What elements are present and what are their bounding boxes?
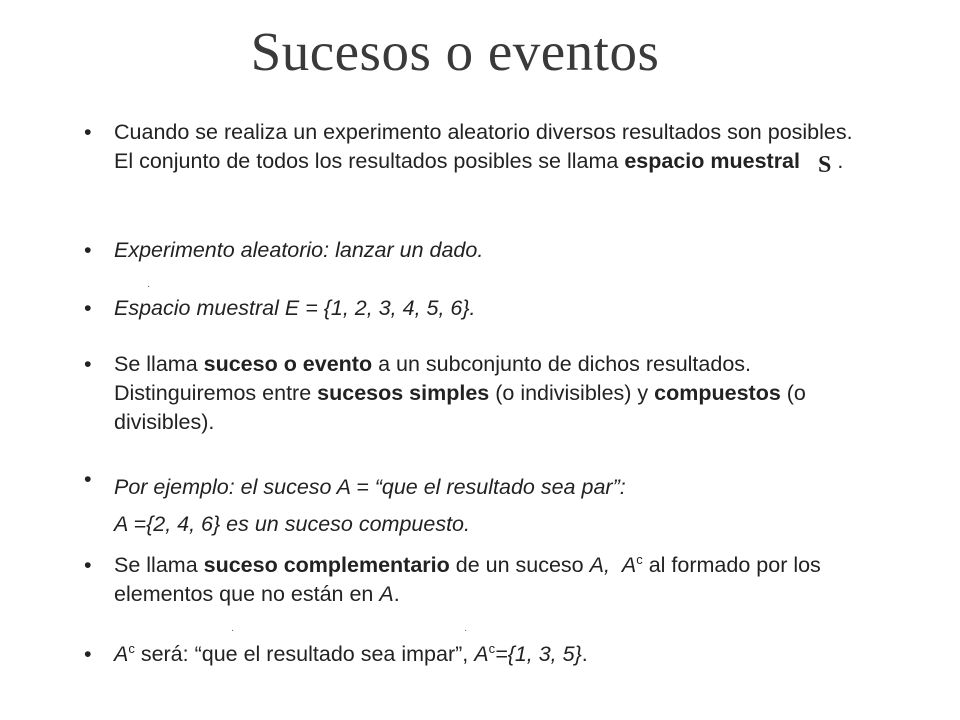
text-run: .: [393, 582, 400, 606]
text-run: (o divisibles).: [114, 381, 806, 434]
bullet-complement-example: [84, 640, 864, 669]
bullet-text: Experimento aleatorio: lanzar un dado.: [114, 238, 484, 262]
bullet-marker: •: [84, 642, 92, 666]
italic-symbol: A,: [589, 553, 610, 577]
bold-term: compuestos: [654, 381, 781, 405]
bullet-text: [114, 118, 864, 176]
italic-symbol: A: [621, 553, 637, 577]
text-line: Por ejemplo: el suceso A = “que el resultado sea par”:: [114, 475, 626, 499]
text-run: de un suceso: [449, 553, 590, 577]
bold-term: espacio muestral: [624, 149, 800, 173]
bullet-marker: •: [84, 120, 92, 144]
bullet-sample-space-definition: [84, 118, 864, 176]
bullet-marker: •: [84, 553, 92, 577]
bullet-event-definition: [84, 350, 864, 437]
superscript: c: [636, 551, 643, 567]
bold-term: suceso complementario: [203, 553, 450, 577]
text-run: (o indivisibles) y: [489, 381, 655, 405]
speck-mark: ·: [231, 625, 235, 636]
bullet-event-example: [84, 465, 864, 539]
bold-term: sucesos simples: [317, 381, 490, 405]
bullet-text: [114, 640, 864, 669]
text-run: Cuando se realiza un experimento aleatorio diversos resultados son posibles. El conjunto de todos los resultados posibles se llama: [114, 120, 853, 173]
superscript: c: [488, 640, 496, 656]
bullet-sample-space-example: [84, 294, 864, 323]
text-run: .: [837, 149, 844, 173]
text-run: será: “que el resultado sea impar”,: [134, 642, 475, 666]
bullet-text: [114, 350, 864, 437]
bullet-marker: •: [84, 352, 92, 376]
speck-mark: ·: [147, 281, 151, 292]
bullet-marker: •: [84, 467, 92, 491]
italic-set: ={1, 3, 5}: [495, 642, 582, 666]
bullet-complement-definition: [84, 551, 864, 609]
bullet-experiment: [84, 236, 864, 265]
italic-symbol: A: [114, 642, 129, 666]
bold-term: suceso o evento: [203, 352, 373, 376]
italic-symbol: A: [379, 582, 394, 606]
sample-space-symbol: S: [818, 152, 832, 178]
slide-title: Sucesos o eventos: [250, 21, 660, 82]
text-run: al formado por los elementos que no están en: [114, 553, 821, 606]
superscript: c: [128, 640, 135, 656]
bullet-text: [114, 473, 864, 539]
text-run: Se llama: [114, 352, 204, 376]
bullet-marker: •: [84, 238, 92, 262]
speck-mark: ·: [464, 625, 468, 636]
bullet-marker: •: [84, 296, 92, 320]
text-run: a un subconjunto de dichos resultados. Distinguiremos entre: [114, 352, 752, 405]
text-line: A ={2, 4, 6} es un suceso compuesto.: [114, 512, 470, 536]
italic-symbol: A: [474, 642, 489, 666]
text-run: .: [581, 642, 588, 666]
bullet-text: Espacio muestral E = {1, 2, 3, 4, 5, 6}.: [114, 296, 476, 320]
text-run: Se llama: [114, 553, 204, 577]
bullet-text: [114, 551, 864, 609]
